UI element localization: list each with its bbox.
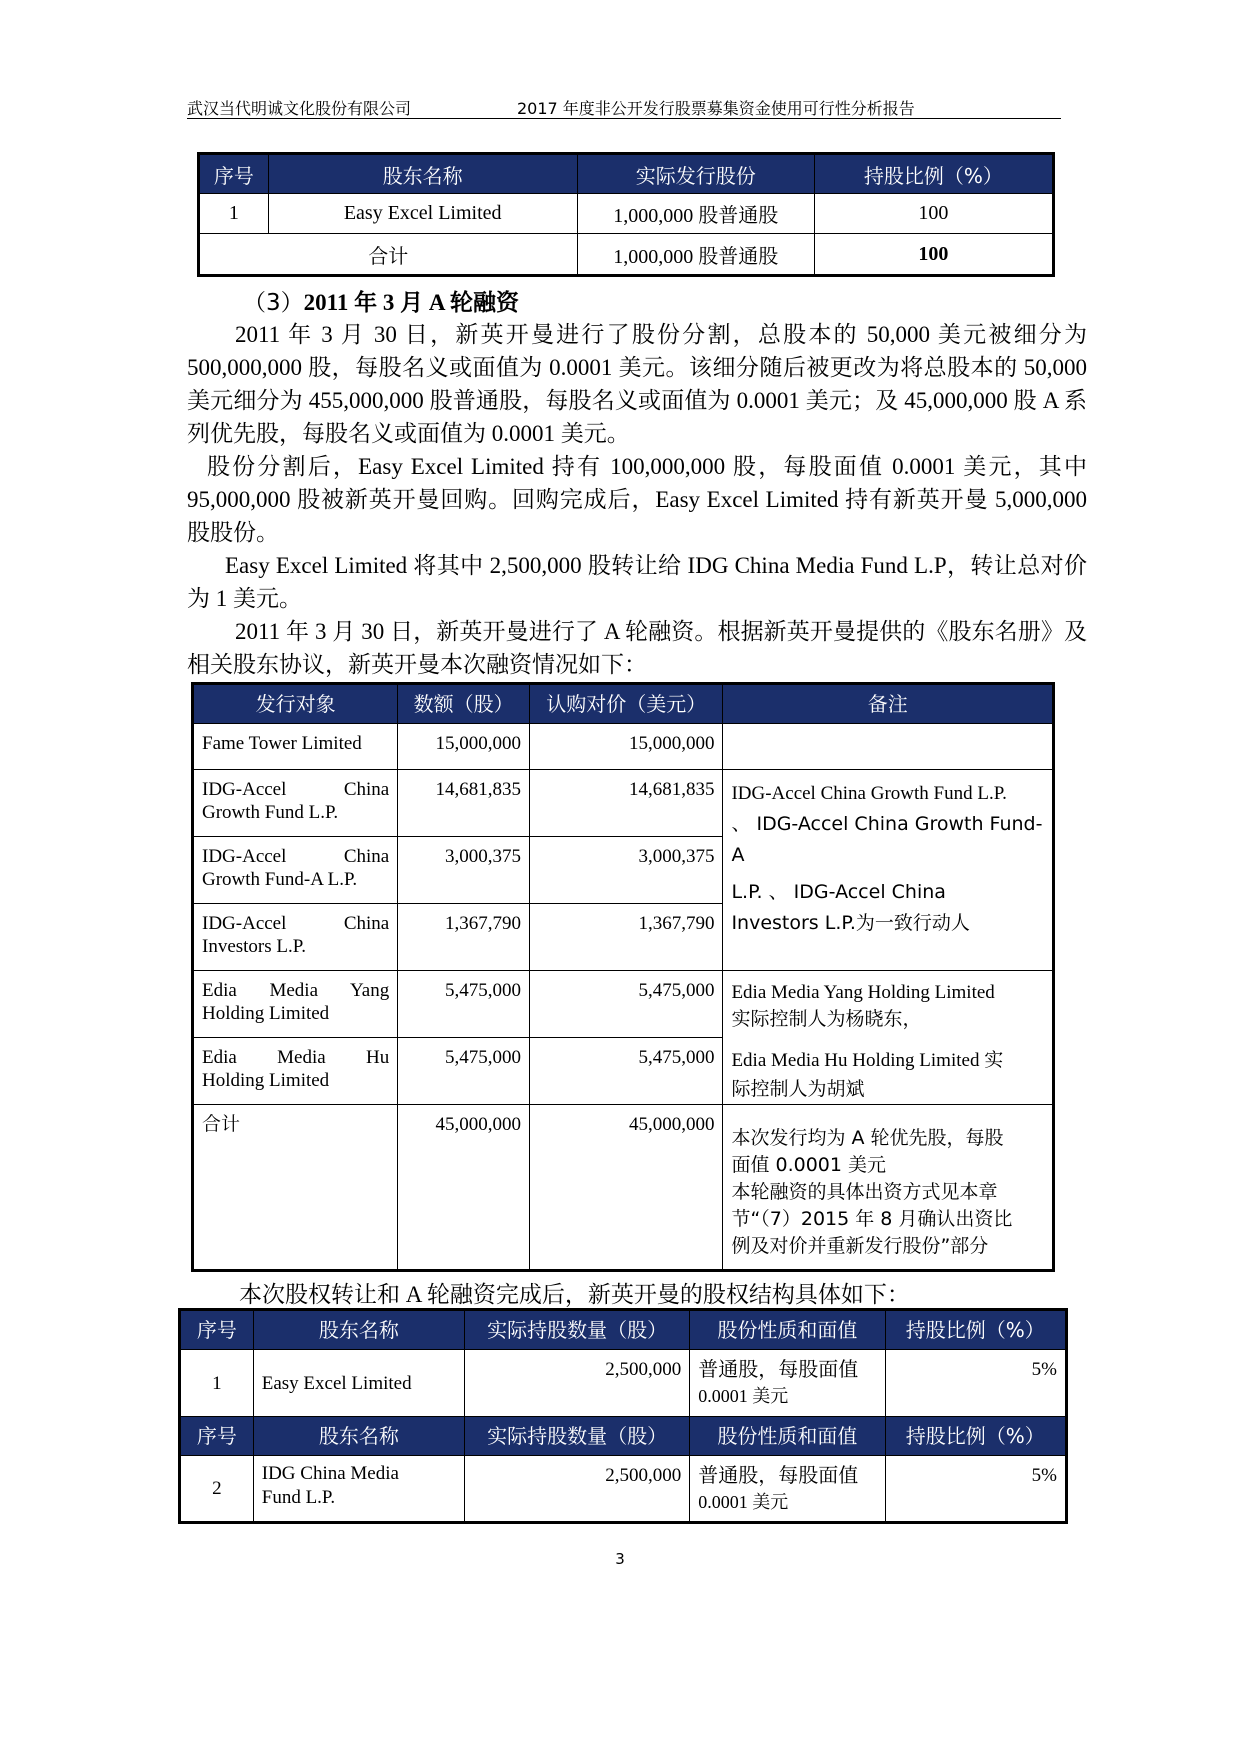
t3-row-no: 1 bbox=[180, 1350, 254, 1417]
t1-row-shares: 1,000,000 股普通股 bbox=[577, 194, 814, 234]
header-report-title: 2017 年度非公开发行股票募集资金使用可行性分析报告 bbox=[517, 99, 915, 118]
paragraph-4: 2011 年 3 月 30 日，新英开曼进行了 A 轮融资。根据新英开曼提供的《股东名册》及相关股东协议，新英开曼本次融资情况如下： bbox=[187, 619, 1087, 677]
t2-row-price: 1,367,790 bbox=[530, 904, 723, 971]
t2-row-price: 15,000,000 bbox=[530, 724, 723, 770]
paragraph-5: 本次股权转让和 A 轮融资完成后，新英开曼的股权结构具体如下： bbox=[239, 1282, 910, 1307]
paragraph-3: Easy Excel Limited 将其中 2,500,000 股转让给 IDG China Media Fund L.P，转让总对价为 1 美元。 bbox=[187, 553, 1087, 611]
t3-row-qty: 2,500,000 bbox=[465, 1350, 690, 1417]
t1-row-ratio: 100 bbox=[814, 194, 1053, 234]
t3-row-name: Easy Excel Limited bbox=[253, 1350, 464, 1417]
t2-row-qty: 14,681,835 bbox=[398, 770, 530, 837]
t3-row-nature: 普通股，每股面值 0.0001 美元 bbox=[690, 1456, 885, 1523]
t3-header-ratio: 持股比例（%） bbox=[885, 1417, 1066, 1456]
t2-total-label: 合计 bbox=[193, 1105, 398, 1271]
t3-header-no: 序号 bbox=[180, 1310, 254, 1350]
section-heading: （3）2011 年 3 月 A 轮融资 bbox=[243, 290, 519, 316]
t2-note-idg: IDG-Accel China Growth Fund L.P. 、 IDG-Accel China Growth Fund-A L.P. 、 IDG-Accel China Investors L.P.为一致行动人 bbox=[723, 770, 1054, 971]
header-company: 武汉当代明诚文化股份有限公司 bbox=[187, 99, 412, 118]
t1-row-name: Easy Excel Limited bbox=[268, 194, 577, 234]
t2-total-price: 45,000,000 bbox=[530, 1105, 723, 1271]
t1-header-no: 序号 bbox=[199, 154, 269, 194]
t2-header-price: 认购对价（美元） bbox=[530, 684, 723, 724]
table-row bbox=[193, 724, 1054, 770]
t3-header-no: 序号 bbox=[180, 1417, 254, 1456]
paragraph-2: 股份分割后，Easy Excel Limited 持有 100,000,000 股，每股面值 0.0001 美元，其中 95,000,000 股被新英开曼回购。回购完成后，Easy Excel Limited 持有新英开曼 5,000,000 股股份。 bbox=[187, 454, 1087, 545]
t2-row-qty: 5,475,000 bbox=[398, 1038, 530, 1105]
paragraph-1: 2011 年 3 月 30 日，新英开曼进行了股份分割，总股本的 50,000 美元被细分为 500,000,000 股，每股名义或面值为 0.0001 美元。该细分随后被更改为将总股本的 50,000 美元细分为 455,000,000 股普通股，每股名义或面值为 0.0001 美元；及 45,000,000 股 A 系列优先股，每股名义或面值为 0.0001 美元。 bbox=[187, 322, 1087, 446]
t2-note-yang: Edia Media Yang Holding Limited 实际控制人为杨晓东， bbox=[723, 971, 1054, 1038]
t2-row-price: 3,000,375 bbox=[530, 837, 723, 904]
t2-row-name: IDG-Accel China Investors L.P. bbox=[193, 904, 398, 971]
page-number: 3 bbox=[615, 1550, 625, 1568]
table-row bbox=[180, 1456, 1067, 1523]
t3-row-nature: 普通股，每股面值 0.0001 美元 bbox=[690, 1350, 885, 1417]
t3-header-nature: 股份性质和面值 bbox=[690, 1417, 885, 1456]
page-header bbox=[187, 94, 1061, 119]
t2-header-qty: 数额（股） bbox=[398, 684, 530, 724]
table-total-row bbox=[193, 1105, 1054, 1271]
t1-header-shares: 实际发行股份 bbox=[577, 154, 814, 194]
t2-row-qty: 5,475,000 bbox=[398, 971, 530, 1038]
t2-row-price: 5,475,000 bbox=[530, 1038, 723, 1105]
t2-row-qty: 15,000,000 bbox=[398, 724, 530, 770]
t1-row-no: 1 bbox=[199, 194, 269, 234]
t3-header-name: 股东名称 bbox=[253, 1417, 464, 1456]
t2-row-name: Fame Tower Limited bbox=[193, 724, 398, 770]
shareholder-table-1 bbox=[197, 152, 1055, 277]
t3-row-ratio: 5% bbox=[885, 1456, 1066, 1523]
t3-row-qty: 2,500,000 bbox=[465, 1456, 690, 1523]
t3-row-no: 2 bbox=[180, 1456, 254, 1523]
t2-total-note: 本次发行均为 A 轮优先股，每股 面值 0.0001 美元 本轮融资的具体出资方式见本章 节“（7）2015 年 8 月确认出资比 例及对价并重新发行股份”部分 bbox=[723, 1105, 1054, 1271]
t3-header-qty: 实际持股数量（股） bbox=[465, 1417, 690, 1456]
t1-header-ratio: 持股比例（%） bbox=[814, 154, 1053, 194]
t3-header-qty: 实际持股数量（股） bbox=[465, 1310, 690, 1350]
t1-total-shares: 1,000,000 股普通股 bbox=[577, 234, 814, 276]
t2-total-qty: 45,000,000 bbox=[398, 1105, 530, 1271]
t2-row-price: 5,475,000 bbox=[530, 971, 723, 1038]
t1-header-name: 股东名称 bbox=[268, 154, 577, 194]
t3-header-name: 股东名称 bbox=[253, 1310, 464, 1350]
financing-table bbox=[191, 682, 1055, 1272]
t2-row-note-empty bbox=[723, 724, 1054, 770]
table-row bbox=[199, 194, 1054, 234]
t2-row-price: 14,681,835 bbox=[530, 770, 723, 837]
t2-row-name: IDG-Accel China Growth Fund-A L.P. bbox=[193, 837, 398, 904]
t3-row-name: IDG China Media Fund L.P. bbox=[253, 1456, 464, 1523]
equity-structure-table bbox=[178, 1308, 1068, 1524]
t1-total-label: 合计 bbox=[199, 234, 578, 276]
t2-header-note: 备注 bbox=[723, 684, 1054, 724]
t2-note-hu: Edia Media Hu Holding Limited 实 际控制人为胡斌 bbox=[723, 1038, 1054, 1105]
table-row bbox=[193, 770, 1054, 837]
t2-row-name: Edia Media Yang Holding Limited bbox=[193, 971, 398, 1038]
t1-total-ratio: 100 bbox=[814, 234, 1053, 276]
t2-row-name: IDG-Accel China Growth Fund L.P. bbox=[193, 770, 398, 837]
table-row bbox=[193, 1038, 1054, 1105]
t3-row-ratio: 5% bbox=[885, 1350, 1066, 1417]
t2-row-name: Edia Media Hu Holding Limited bbox=[193, 1038, 398, 1105]
table-row bbox=[193, 971, 1054, 1038]
t2-row-qty: 1,367,790 bbox=[398, 904, 530, 971]
t2-row-qty: 3,000,375 bbox=[398, 837, 530, 904]
t2-header-target: 发行对象 bbox=[193, 684, 398, 724]
t3-header-nature: 股份性质和面值 bbox=[690, 1310, 885, 1350]
table-row bbox=[180, 1350, 1067, 1417]
table-total-row bbox=[199, 234, 1054, 276]
t3-header-ratio: 持股比例（%） bbox=[885, 1310, 1066, 1350]
